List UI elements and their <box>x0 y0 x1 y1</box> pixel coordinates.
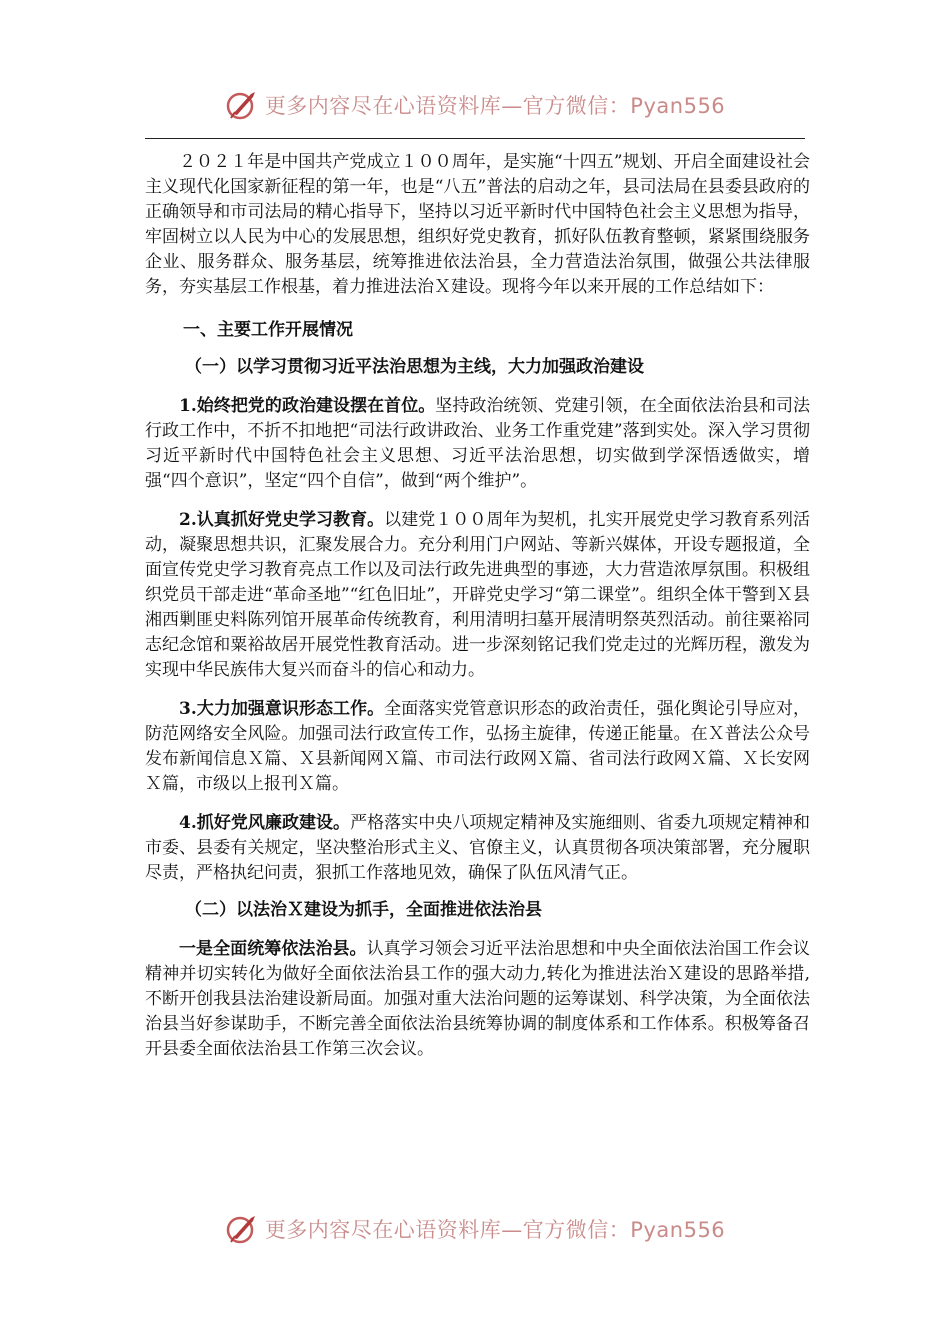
header-divider <box>145 138 805 139</box>
item-title: 1.始终把党的政治建设摆在首位。 <box>179 396 436 416</box>
subsection-heading-2: （二）以法治Ｘ建设为抓手，全面推进依法治县 <box>185 900 542 920</box>
watermark-text: 更多内容尽在心语资料库—官方微信：Pyan556 <box>264 94 726 118</box>
watermark-header <box>0 88 950 122</box>
quill-logo-icon <box>225 1212 259 1246</box>
quill-logo-icon <box>225 88 259 122</box>
item-body: 全面落实党管意识形态的政治责任，强化舆论引导应对，防范网络安全风险。加强司法行政宣传工作，弘扬主旋律，传递正能量。在Ｘ普法公众号发布新闻信息Ｘ篇、Ｘ县新闻网Ｘ篇、市司法行政网Ｘ篇、省司法行政网Ｘ篇、Ｘ长安网Ｘ篇，市级以上报刊Ｘ篇。 <box>145 699 811 794</box>
item-paragraph-4 <box>145 811 810 886</box>
subsection-heading-1: （一）以学习贯彻习近平法治思想为主线，大力加强政治建设 <box>185 357 644 377</box>
item-title: 4.抓好党风廉政建设。 <box>179 813 351 833</box>
intro-paragraph: ２０２１年是中国共产党成立１００周年，是实施“十四五”规划、开启全面建设社会主义现代化国家新征程的第一年，也是“八五”普法的启动之年，县司法局在县委县政府的正确领导和市司法局的精心指导下，坚持以习近平新时代中国特色社会主义思想为指导，牢固树立以人民为中心的发展思想，组织好党史教育，抓好队伍教育整顿，紧紧围绕服务企业、服务群众、服务基层，统筹推进依法治县，全力营造法治氛围，做强公共法律服务，夯实基层工作根基，着力推进法治Ｘ建设。现将今年以来开展的工作总结如下： <box>145 152 810 297</box>
document-body <box>145 150 810 1062</box>
watermark-footer <box>0 1212 950 1246</box>
item-paragraph-5 <box>145 937 810 1062</box>
section-heading: 一、主要工作开展情况 <box>183 320 353 340</box>
item-title: 3.大力加强意识形态工作。 <box>179 699 385 719</box>
item-body: 认真学习领会习近平法治思想和中央全面依法治国工作会议精神并切实转化为做好全面依法治县工作的强大动力,转化为推进法治Ｘ建设的思路举措,不断开创我县法治建设新局面。加强对重大法治问题的运筹谋划、科学决策，为全面依法治县当好参谋助手，不断完善全面依法治县统筹协调的制度体系和工作体系。积极筹备召开县委全面依法治县工作第三次会议。 <box>145 939 811 1059</box>
item-paragraph-2 <box>145 508 810 683</box>
item-title: 2.认真抓好党史学习教育。 <box>179 510 385 530</box>
item-body: 坚持政治统领、党建引领，在全面依法治县和司法行政工作中，不折不扣地把“司法行政讲政治、业务工作重党建”落到实处。深入学习贯彻习近平新时代中国特色社会主义思想、习近平法治思想，切实做到学深悟透做实，增强“四个意识”，坚定“四个自信”，做到“两个维护”。 <box>145 396 811 491</box>
item-body: 严格落实中央八项规定精神及实施细则、省委九项规定精神和市委、县委有关规定，坚决整治形式主义、官僚主义，认真贯彻各项决策部署，充分履职尽责，严格执纪问责，狠抓工作落地见效，确保了队伍风清气正。 <box>145 813 811 883</box>
item-paragraph-3 <box>145 697 810 797</box>
watermark-text: 更多内容尽在心语资料库—官方微信：Pyan556 <box>264 1218 726 1242</box>
item-body: 以建党１００周年为契机，扎实开展党史学习教育系列活动，凝聚思想共识，汇聚发展合力。充分利用门户网站、等新兴媒体，开设专题报道，全面宣传党史学习教育亮点工作以及司法行政先进典型的事迹，大力营造浓厚氛围。积极组织党员干部走进“革命圣地”“红色旧址”，开辟党史学习“第二课堂”。组织全体干警到Ｘ县湘西剿匪史料陈列馆开展革命传统教育，利用清明扫墓开展清明祭英烈活动。前往粟裕同志纪念馆和粟裕故居开展党性教育活动。进一步深刻铭记我们党走过的光辉历程，激发为实现中华民族伟大复兴而奋斗的信心和动力。 <box>145 510 811 680</box>
item-title: 一是全面统筹依法治县。 <box>179 939 367 959</box>
item-paragraph-1 <box>145 394 810 494</box>
